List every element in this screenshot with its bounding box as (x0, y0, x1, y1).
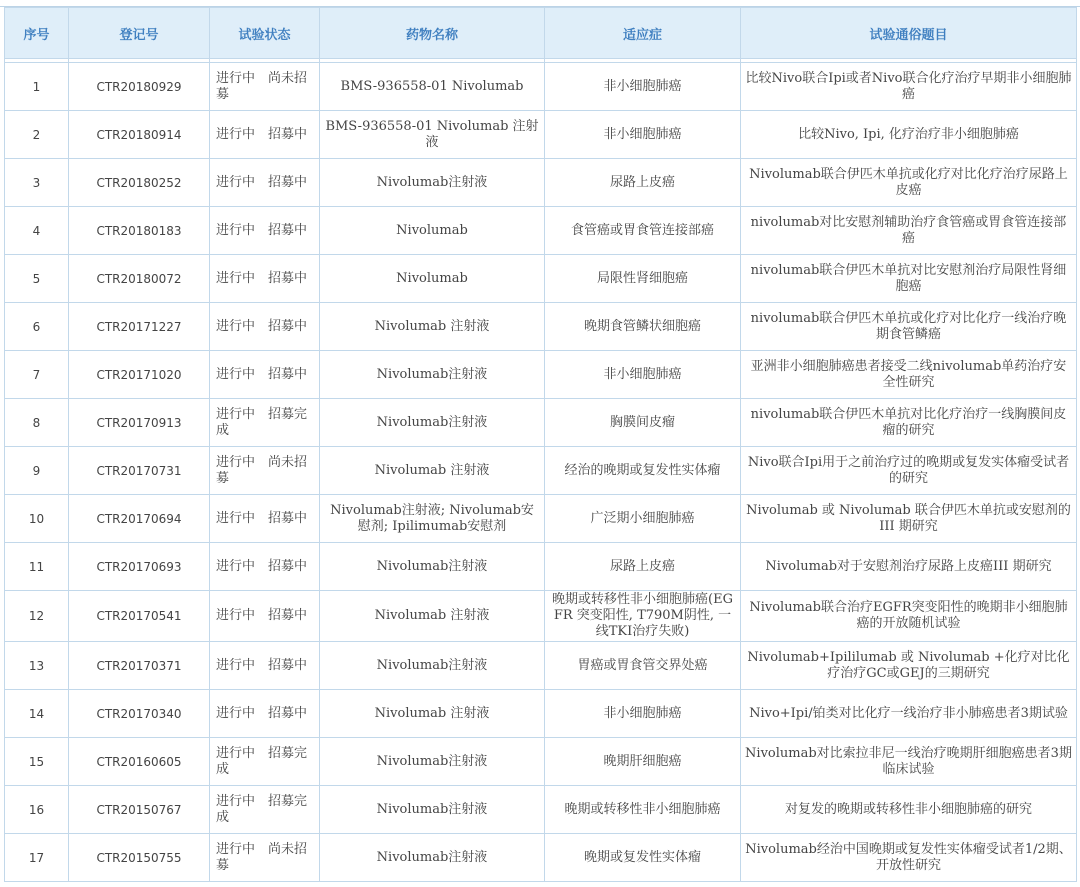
header-indication: 适应症 (545, 8, 741, 59)
table-row (5, 159, 1077, 207)
row-drug-name: Nivolumab注射液 (320, 351, 545, 399)
table-row (5, 303, 1077, 351)
table-row (5, 207, 1077, 255)
row-indication: 晚期食管鳞状细胞癌 (545, 303, 741, 351)
table-row (5, 399, 1077, 447)
row-indication: 晚期肝细胞癌 (545, 738, 741, 786)
table-row (5, 591, 1077, 642)
row-registration-number: CTR20171227 (69, 303, 210, 351)
row-registration-number: CTR20180914 (69, 111, 210, 159)
row-trial-status: 进行中 招募中 (210, 543, 320, 591)
row-trial-status: 进行中 尚未招募 (210, 63, 320, 111)
row-trial-title: Nivo联合Ipi用于之前治疗过的晚期或复发实体瘤受试者的研究 (741, 447, 1077, 495)
table-row (5, 543, 1077, 591)
row-registration-number: CTR20180183 (69, 207, 210, 255)
row-index: 9 (5, 447, 69, 495)
row-registration-number: CTR20170693 (69, 543, 210, 591)
row-drug-name: Nivolumab注射液 (320, 543, 545, 591)
row-index: 8 (5, 399, 69, 447)
row-indication: 食管癌或胃食管连接部癌 (545, 207, 741, 255)
row-indication: 非小细胞肺癌 (545, 111, 741, 159)
row-trial-title: Nivo+Ipi/铂类对比化疗一线治疗非小肺癌患者3期试验 (741, 690, 1077, 738)
row-index: 12 (5, 591, 69, 642)
row-trial-title: Nivolumab对比索拉非尼一线治疗晚期肝细胞癌患者3期临床试验 (741, 738, 1077, 786)
row-trial-status: 进行中 招募中 (210, 207, 320, 255)
row-indication: 晚期或转移性非小细胞肺癌(EGFR 突变阳性, T790M阴性, 一线TKI治疗失败) (545, 591, 741, 642)
row-registration-number: CTR20180072 (69, 255, 210, 303)
row-trial-status: 进行中 招募中 (210, 495, 320, 543)
row-index: 13 (5, 642, 69, 690)
row-trial-title: nivolumab联合伊匹木单抗对比安慰剂治疗局限性肾细胞癌 (741, 255, 1077, 303)
table-row (5, 495, 1077, 543)
row-index: 7 (5, 351, 69, 399)
row-indication: 尿路上皮癌 (545, 543, 741, 591)
row-index: 5 (5, 255, 69, 303)
row-trial-status: 进行中 招募中 (210, 591, 320, 642)
row-drug-name: Nivolumab注射液 (320, 642, 545, 690)
row-drug-name: Nivolumab (320, 255, 545, 303)
row-trial-status: 进行中 招募中 (210, 642, 320, 690)
row-trial-title: nivolumab联合伊匹木单抗或化疗对比化疗一线治疗晚期食管鳞癌 (741, 303, 1077, 351)
row-registration-number: CTR20170913 (69, 399, 210, 447)
row-trial-status: 进行中 招募中 (210, 159, 320, 207)
header-trial-status: 试验状态 (210, 8, 320, 59)
row-trial-status: 进行中 尚未招募 (210, 834, 320, 882)
row-index: 6 (5, 303, 69, 351)
table-row (5, 690, 1077, 738)
row-index: 14 (5, 690, 69, 738)
row-registration-number: CTR20150755 (69, 834, 210, 882)
row-index: 3 (5, 159, 69, 207)
row-registration-number: CTR20170340 (69, 690, 210, 738)
row-indication: 胸膜间皮瘤 (545, 399, 741, 447)
row-registration-number: CTR20180252 (69, 159, 210, 207)
row-registration-number: CTR20170694 (69, 495, 210, 543)
row-drug-name: Nivolumab注射液 (320, 786, 545, 834)
row-trial-title: Nivolumab联合治疗EGFR突变阳性的晚期非小细胞肺癌的开放随机试验 (741, 591, 1077, 642)
row-drug-name: Nivolumab (320, 207, 545, 255)
row-trial-title: 亚洲非小细胞肺癌患者接受二线nivolumab单药治疗安全性研究 (741, 351, 1077, 399)
table-row (5, 351, 1077, 399)
table-row (5, 738, 1077, 786)
row-index: 17 (5, 834, 69, 882)
row-drug-name: Nivolumab 注射液 (320, 591, 545, 642)
table-row (5, 642, 1077, 690)
row-registration-number: CTR20170731 (69, 447, 210, 495)
row-trial-status: 进行中 招募中 (210, 255, 320, 303)
row-indication: 广泛期小细胞肺癌 (545, 495, 741, 543)
row-trial-status: 进行中 招募完成 (210, 399, 320, 447)
header-drug-name: 药物名称 (320, 8, 545, 59)
row-indication: 非小细胞肺癌 (545, 351, 741, 399)
row-registration-number: CTR20170541 (69, 591, 210, 642)
top-border (0, 0, 1080, 7)
header-registration-number: 登记号 (69, 8, 210, 59)
row-trial-title: Nivolumab+Ipililumab 或 Nivolumab +化疗对比化疗治疗GC或GEJ的三期研究 (741, 642, 1077, 690)
row-drug-name: Nivolumab注射液 (320, 159, 545, 207)
clinical-trials-table (4, 7, 1077, 882)
row-indication: 经治的晚期或复发性实体瘤 (545, 447, 741, 495)
row-drug-name: Nivolumab 注射液 (320, 303, 545, 351)
row-drug-name: Nivolumab注射液 (320, 834, 545, 882)
row-index: 16 (5, 786, 69, 834)
row-drug-name: Nivolumab注射液; Nivolumab安慰剂; Ipilimumab安慰剂 (320, 495, 545, 543)
row-trial-title: nivolumab对比安慰剂辅助治疗食管癌或胃食管连接部癌 (741, 207, 1077, 255)
row-trial-status: 进行中 招募完成 (210, 738, 320, 786)
row-trial-title: Nivolumab联合伊匹木单抗或化疗对比化疗治疗尿路上皮癌 (741, 159, 1077, 207)
row-index: 1 (5, 63, 69, 111)
row-indication: 非小细胞肺癌 (545, 690, 741, 738)
row-trial-title: 比较Nivo联合Ipi或者Nivo联合化疗治疗早期非小细胞肺癌 (741, 63, 1077, 111)
row-trial-status: 进行中 招募中 (210, 111, 320, 159)
row-drug-name: BMS-936558-01 Nivolumab (320, 63, 545, 111)
row-registration-number: CTR20180929 (69, 63, 210, 111)
row-index: 10 (5, 495, 69, 543)
row-index: 11 (5, 543, 69, 591)
table-row (5, 447, 1077, 495)
header-trial-title: 试验通俗题目 (741, 8, 1077, 59)
row-trial-status: 进行中 招募完成 (210, 786, 320, 834)
table-row (5, 834, 1077, 882)
table-row (5, 255, 1077, 303)
row-trial-title: nivolumab联合伊匹木单抗对比化疗治疗一线胸膜间皮瘤的研究 (741, 399, 1077, 447)
table-row (5, 111, 1077, 159)
row-drug-name: Nivolumab 注射液 (320, 447, 545, 495)
row-indication: 胃癌或胃食管交界处癌 (545, 642, 741, 690)
table-row (5, 63, 1077, 111)
row-indication: 局限性肾细胞癌 (545, 255, 741, 303)
row-trial-status: 进行中 招募中 (210, 351, 320, 399)
row-trial-title: 对复发的晚期或转移性非小细胞肺癌的研究 (741, 786, 1077, 834)
row-trial-title: Nivolumab经治中国晚期或复发性实体瘤受试者1/2期、开放性研究 (741, 834, 1077, 882)
row-drug-name: BMS-936558-01 Nivolumab 注射液 (320, 111, 545, 159)
table-header-row (5, 8, 1077, 59)
row-drug-name: Nivolumab 注射液 (320, 690, 545, 738)
table-row (5, 786, 1077, 834)
row-indication: 非小细胞肺癌 (545, 63, 741, 111)
row-trial-title: Nivolumab对于安慰剂治疗尿路上皮癌III 期研究 (741, 543, 1077, 591)
row-index: 4 (5, 207, 69, 255)
row-indication: 尿路上皮癌 (545, 159, 741, 207)
table-body (5, 59, 1077, 882)
row-trial-title: Nivolumab 或 Nivolumab 联合伊匹木单抗或安慰剂的III 期研究 (741, 495, 1077, 543)
row-indication: 晚期或复发性实体瘤 (545, 834, 741, 882)
row-registration-number: CTR20160605 (69, 738, 210, 786)
row-trial-status: 进行中 招募中 (210, 690, 320, 738)
row-registration-number: CTR20170371 (69, 642, 210, 690)
row-registration-number: CTR20150767 (69, 786, 210, 834)
row-drug-name: Nivolumab注射液 (320, 738, 545, 786)
row-trial-title: 比较Nivo, Ipi, 化疗治疗非小细胞肺癌 (741, 111, 1077, 159)
row-drug-name: Nivolumab注射液 (320, 399, 545, 447)
header-index: 序号 (5, 8, 69, 59)
row-trial-status: 进行中 尚未招募 (210, 447, 320, 495)
row-indication: 晚期或转移性非小细胞肺癌 (545, 786, 741, 834)
row-index: 15 (5, 738, 69, 786)
row-trial-status: 进行中 招募中 (210, 303, 320, 351)
row-index: 2 (5, 111, 69, 159)
row-registration-number: CTR20171020 (69, 351, 210, 399)
